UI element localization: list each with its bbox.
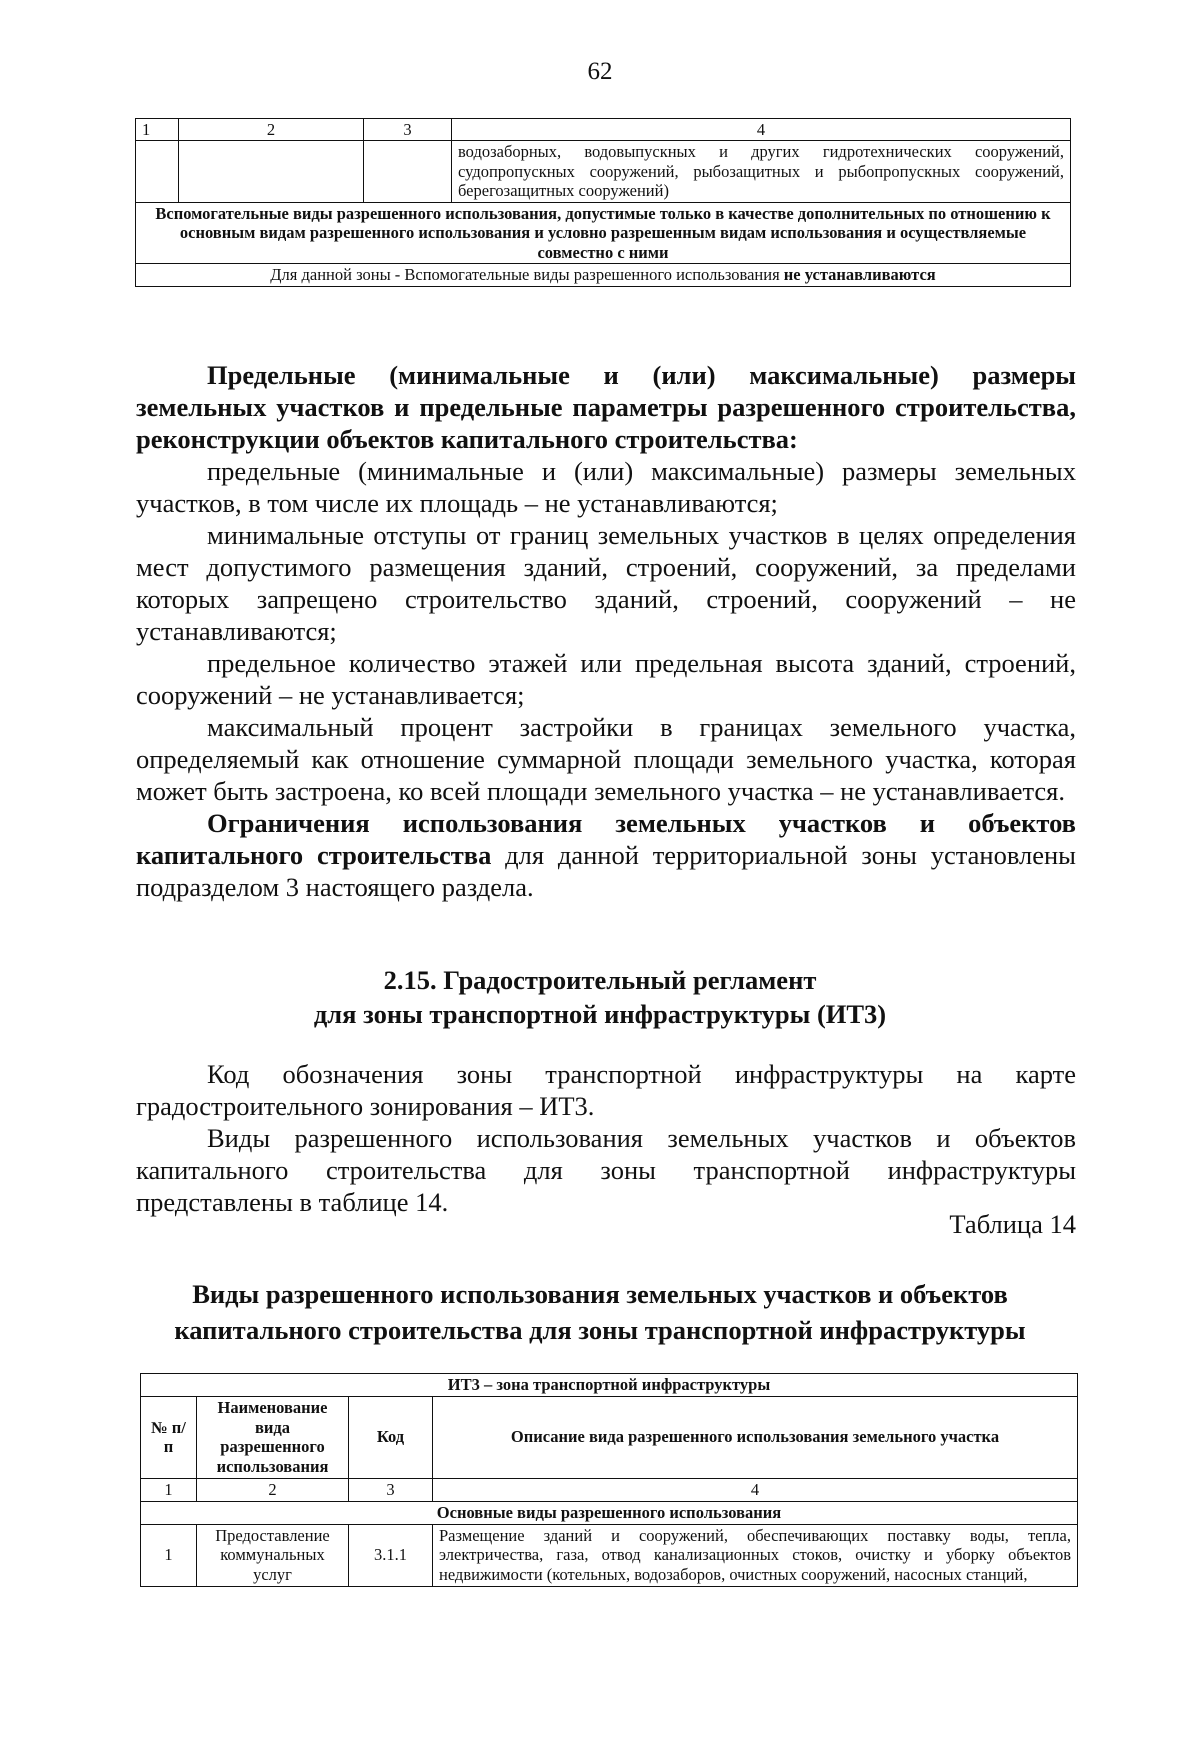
section-intro: [136, 1058, 1076, 1218]
table-14: [140, 1373, 1078, 1587]
aux-note-row: [136, 264, 1071, 286]
table-title: [0, 1276, 1200, 1348]
limits-item: минимальные отступы от границ земельных участков в целях определения мест допустимого размещения зданий, строений, сооружений, за пределами которых запрещено строительство зданий, строений, сооружений – не устанавливаются;: [136, 520, 1076, 646]
top-table-continuation: [135, 118, 1071, 287]
limits-heading: Предельные (минимальные и (или) максимальные) размеры земельных участков и предельные параметры разрешенного строительства, реконструкции объектов капитального строительства:: [136, 360, 1076, 454]
empty-cell: [364, 141, 452, 202]
limits-item: предельные (минимальные и (или) максимальные) размеры земельных участков, в том числе их площадь – не устанавливаются;: [136, 456, 1076, 518]
col-number-3: 3: [364, 119, 452, 141]
table-row: [141, 1524, 1078, 1586]
col-header-description: Описание вида разрешенного использования земельного участка: [433, 1396, 1078, 1478]
section-title-line-1: 2.15. Градостроительный регламент: [383, 965, 817, 995]
table-reference-paragraph: Виды разрешенного использования земельных участков и объектов капитального строительства для зоны транспортной инфраструктуры представлены в таблице 14.: [136, 1123, 1076, 1217]
basic-types-header-row: [141, 1501, 1078, 1524]
aux-note-bold: не устанавливаются: [783, 265, 936, 285]
empty-cell: [136, 141, 179, 202]
column-number-row: [141, 1478, 1078, 1501]
col-number-2: 2: [197, 1478, 349, 1501]
table-title-line-1: Виды разрешенного использования земельных участков и объектов: [192, 1279, 1008, 1309]
col-header-number: № п/п: [141, 1396, 197, 1478]
row-description: Размещение зданий и сооружений, обеспечивающих поставку воды, тепла, электричества, газа, отвод канализационных стоков, очистку и уборку объектов недвижимости (котельных, водозаборов, очистных сооружений, насосных станций,: [433, 1524, 1078, 1586]
col-number-1: 1: [141, 1478, 197, 1501]
section-title-line-2: для зоны транспортной инфраструктуры (ИТ3): [313, 999, 887, 1029]
description-cell: водозаборных, водовыпускных и других гидротехнических сооружений, судопропускных сооружений, рыбозащитных и рыбопропускных сооружений, берегозащитных сооружений): [452, 141, 1071, 202]
restrictions-bold: Ограничения использования земельных участков и объектов капитального строительства: [136, 808, 1076, 870]
col-header-name: Наименование вида разрешенного использования: [197, 1396, 349, 1478]
col-header-code: Код: [349, 1396, 433, 1478]
row-name: Предоставление коммунальных услуг: [197, 1524, 349, 1586]
empty-cell: [179, 141, 364, 202]
section-heading: [0, 963, 1200, 1031]
col-number-4: 4: [452, 119, 1071, 141]
aux-header-row: [136, 202, 1071, 263]
limits-section: [136, 359, 1076, 903]
zone-header-row: [141, 1374, 1078, 1397]
restrictions-rest: для данной территориальной зоны установлены подразделом 3 настоящего раздела.: [136, 840, 1076, 902]
limits-item: предельное количество этажей или предельная высота зданий, строений, сооружений – не устанавливается;: [136, 648, 1076, 710]
limits-item: максимальный процент застройки в границах земельного участка, определяемый как отношение суммарной площади земельного участка, которая может быть застроена, ко всей площади земельного участка – не устанавливается.: [136, 712, 1076, 806]
col-number-3: 3: [349, 1478, 433, 1501]
table-title-line-2: капитального строительства для зоны транспортной инфраструктуры: [174, 1315, 1026, 1345]
table-row: [136, 141, 1071, 202]
aux-types-header: Вспомогательные виды разрешенного использования, допустимые только в качестве дополнительных по отношению к основным видам разрешенного использования и условно разрешенным видам использования и осуществляемые совместно с ними: [136, 202, 1071, 263]
page-number: 62: [587, 58, 613, 85]
row-code: 3.1.1: [349, 1524, 433, 1586]
restrictions-paragraph: [136, 807, 1076, 903]
table-caption: Таблица 14: [949, 1209, 1076, 1239]
aux-types-note: [136, 264, 1071, 286]
col-number-4: 4: [433, 1478, 1078, 1501]
row-number: 1: [141, 1524, 197, 1586]
column-number-row: [136, 119, 1071, 141]
zone-header: ИТ3 – зона транспортной инфраструктуры: [141, 1374, 1078, 1397]
zone-code-paragraph: Код обозначения зоны транспортной инфраструктуры на карте градостроительного зонирования – ИТ3.: [136, 1059, 1076, 1121]
column-header-row: [141, 1396, 1078, 1478]
col-number-1: 1: [136, 119, 179, 141]
aux-note-text: Для данной зоны - Вспомогательные виды разрешенного использования: [270, 265, 784, 285]
col-number-2: 2: [179, 119, 364, 141]
basic-types-header: Основные виды разрешенного использования: [141, 1501, 1078, 1524]
